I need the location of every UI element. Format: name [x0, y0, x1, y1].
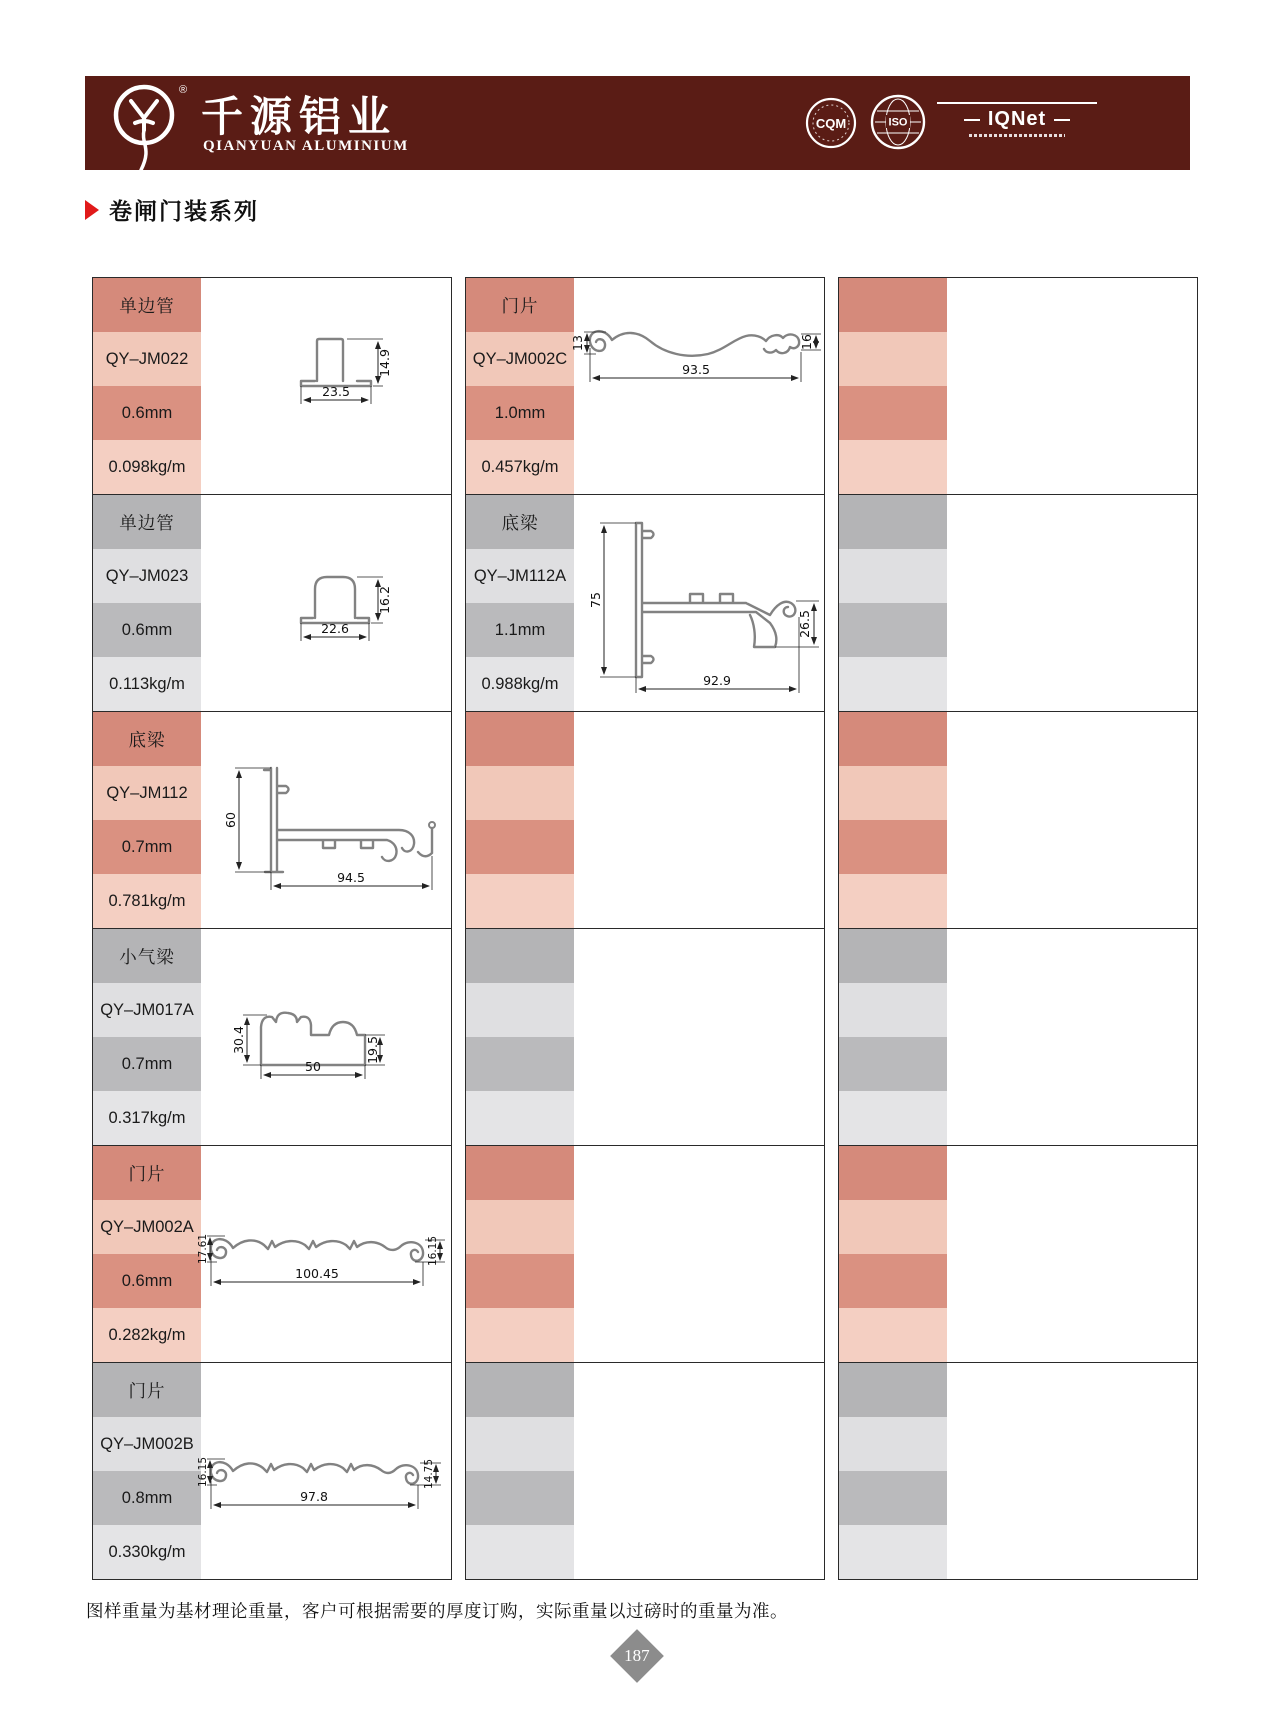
svg-text:16.15: 16.15 — [197, 1456, 209, 1488]
iqnet-label: IQNet — [987, 108, 1047, 130]
svg-text:22.6: 22.6 — [321, 621, 349, 636]
svg-text:50: 50 — [305, 1059, 321, 1074]
profile-model: QY–JM112A — [466, 549, 574, 603]
svg-text:30.4: 30.4 — [231, 1026, 246, 1054]
profile-thickness: 0.7mm — [93, 1037, 201, 1091]
header-banner — [85, 76, 1190, 170]
svg-text:14.9: 14.9 — [377, 349, 392, 377]
profile-drawing-qy-jm112 — [213, 754, 453, 896]
profile-thickness: 0.7mm — [93, 820, 201, 874]
profile-thickness: 0.6mm — [93, 1254, 201, 1308]
brand-name-cn: 千源铝业 — [201, 93, 398, 140]
svg-text:23.5: 23.5 — [322, 384, 350, 399]
profile-type-label: 底梁 — [93, 712, 201, 766]
page-number: 187 — [624, 1646, 650, 1665]
empty-card — [838, 928, 1198, 1146]
profile-drawing-qy-jm002b — [197, 1445, 447, 1519]
profile-type-label: 门片 — [466, 278, 574, 332]
svg-text:92.9: 92.9 — [703, 673, 731, 688]
profile-type-label: 单边管 — [93, 278, 201, 332]
profile-weight: 0.282kg/m — [93, 1308, 201, 1362]
empty-card — [465, 1362, 825, 1580]
profile-drawing-qy-jm002c — [570, 308, 828, 410]
profile-weight: 0.098kg/m — [93, 440, 201, 494]
svg-text:16.15: 16.15 — [427, 1235, 439, 1267]
profile-model: QY–JM002C — [466, 332, 574, 386]
svg-text:100.45: 100.45 — [295, 1266, 339, 1281]
profile-model: QY–JM002B — [93, 1417, 201, 1471]
svg-text:97.8: 97.8 — [300, 1489, 328, 1504]
empty-card — [838, 277, 1198, 495]
page-number-diamond — [610, 1629, 664, 1683]
iqnet-tagline-bar — [969, 134, 1065, 137]
svg-text:19.5: 19.5 — [365, 1036, 380, 1064]
profile-thickness: 0.8mm — [93, 1471, 201, 1525]
profile-thickness: 1.1mm — [466, 603, 574, 657]
profile-weight: 0.113kg/m — [93, 657, 201, 711]
profile-card-qy-jm002c — [465, 277, 825, 495]
profile-weight: 0.988kg/m — [466, 657, 574, 711]
profile-model: QY–JM002A — [93, 1200, 201, 1254]
footer-note: 图样重量为基材理论重量，客户可根据需要的厚度订购，实际重量以过磅时的重量为准。 — [86, 1601, 788, 1621]
profile-type-label: 单边管 — [93, 495, 201, 549]
profile-card-qy-jm023 — [92, 494, 452, 712]
registered-mark: ® — [179, 84, 188, 96]
svg-text:60: 60 — [223, 812, 238, 828]
brand-logo — [111, 82, 191, 170]
profile-thickness: 1.0mm — [466, 386, 574, 440]
profile-card-qy-jm002a — [92, 1145, 452, 1363]
profile-model: QY–JM017A — [93, 983, 201, 1037]
svg-text:CQM: CQM — [815, 116, 847, 131]
empty-card — [465, 711, 825, 929]
profile-model: QY–JM112 — [93, 766, 201, 820]
empty-card — [838, 494, 1198, 712]
section-header — [85, 193, 259, 226]
profile-weight: 0.330kg/m — [93, 1525, 201, 1579]
svg-text:ISO: ISO — [888, 116, 908, 129]
empty-card — [465, 1145, 825, 1363]
svg-text:26.5: 26.5 — [797, 610, 812, 638]
profile-model: QY–JM022 — [93, 332, 201, 386]
profile-card-qy-jm017a — [92, 928, 452, 1146]
section-title: 卷闸门装系列 — [109, 198, 259, 224]
svg-text:14.75: 14.75 — [423, 1458, 435, 1490]
profile-model: QY–JM023 — [93, 549, 201, 603]
profile-weight: 0.781kg/m — [93, 874, 201, 928]
profile-type-label: 门片 — [93, 1363, 201, 1417]
iso-globe-icon — [869, 93, 927, 151]
profile-drawing-qy-jm017a — [231, 985, 399, 1083]
profile-thickness: 0.6mm — [93, 386, 201, 440]
empty-card — [838, 1362, 1198, 1580]
profile-type-label: 小气梁 — [93, 929, 201, 983]
empty-card — [838, 711, 1198, 929]
svg-text:17.61: 17.61 — [197, 1233, 209, 1265]
cqm-cert-icon — [805, 97, 857, 149]
svg-text:16.2: 16.2 — [377, 586, 392, 614]
profile-weight: 0.457kg/m — [466, 440, 574, 494]
profile-drawing-qy-jm022 — [277, 312, 395, 420]
dash-icon — [1054, 119, 1070, 121]
profile-drawing-qy-jm112a — [574, 505, 826, 699]
profile-drawing-qy-jm002a — [197, 1222, 451, 1296]
profile-card-qy-jm002b — [92, 1362, 452, 1580]
svg-text:94.5: 94.5 — [337, 870, 365, 885]
dash-icon — [964, 119, 980, 121]
profile-drawing-qy-jm023 — [277, 547, 395, 655]
svg-text:75: 75 — [588, 592, 603, 608]
profile-card-qy-jm112 — [92, 711, 452, 929]
profile-thickness: 0.6mm — [93, 603, 201, 657]
empty-card — [465, 928, 825, 1146]
svg-text:93.5: 93.5 — [682, 362, 710, 377]
profile-card-qy-jm112a — [465, 494, 825, 712]
section-marker-icon — [85, 200, 99, 220]
profile-type-label: 底梁 — [466, 495, 574, 549]
profile-weight: 0.317kg/m — [93, 1091, 201, 1145]
brand-name-en: QIANYUAN ALUMINIUM — [203, 138, 409, 154]
empty-card — [838, 1145, 1198, 1363]
profile-card-qy-jm022 — [92, 277, 452, 495]
iqnet-badge — [937, 102, 1097, 137]
profile-type-label: 门片 — [93, 1146, 201, 1200]
svg-text:13: 13 — [570, 335, 585, 351]
svg-text:16: 16 — [799, 334, 814, 350]
